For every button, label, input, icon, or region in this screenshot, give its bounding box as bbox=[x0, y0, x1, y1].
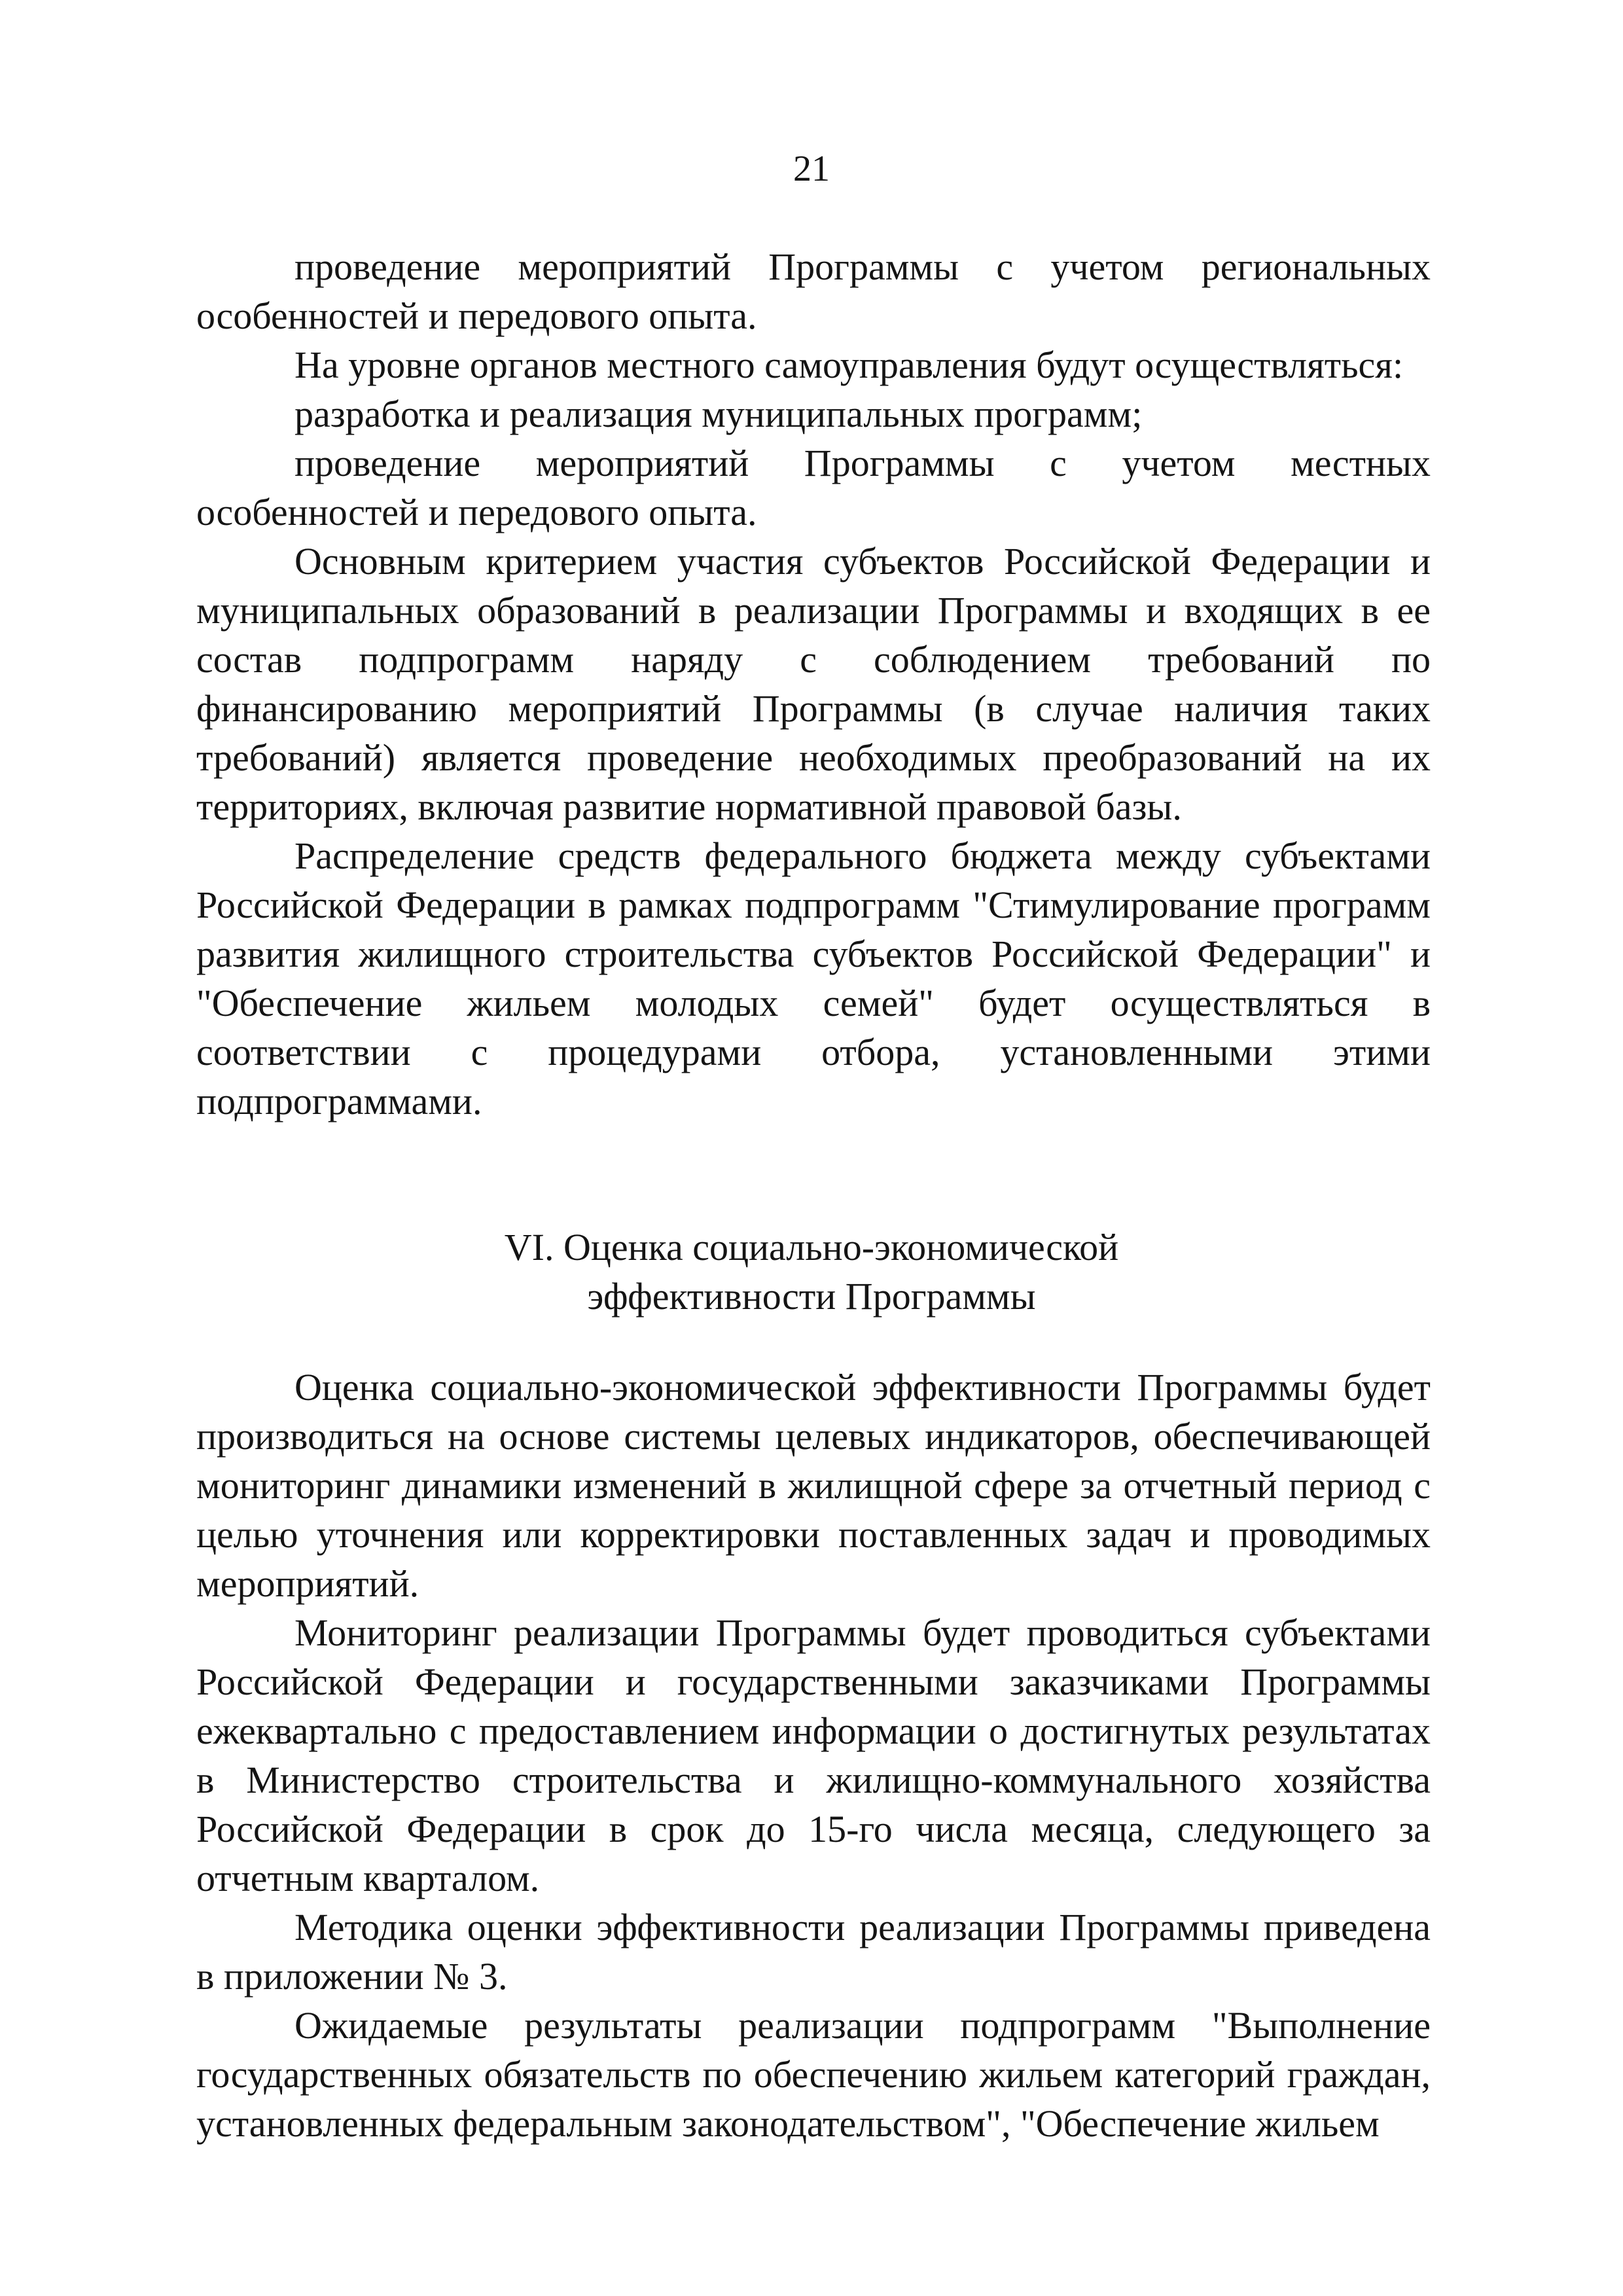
paragraph: проведение мероприятий Программы с учетом региональных особенностей и передового опыта. bbox=[196, 245, 1431, 337]
paragraph: Ожидаемые результаты реализации подпрограмм "Выполнение государственных обязательств по обеспечению жильем категорий граждан, установленных федеральным законодательством", "Обеспечение жильем bbox=[196, 2004, 1431, 2145]
paragraph: Мониторинг реализации Программы будет проводиться субъектами Российской Федерации и государственными заказчиками Программы ежеквартально с предоставлением информации о достигнутых результатах в Министерство строительства и жилищно-коммунального хозяйства Российской Федерации в срок до 15-го числа месяца, следующего за отчетным кварталом. bbox=[196, 1611, 1431, 1899]
paragraph: Методика оценки эффективности реализации Программы приведена в приложении № 3. bbox=[196, 1906, 1431, 1998]
body-text-top bbox=[196, 242, 1431, 1126]
paragraph: Оценка социально-экономической эффективности Программы будет производиться на основе системы целевых индикаторов, обеспечивающей мониторинг динамики изменений в жилищной сфере за отчетный период с целью уточнения или корректировки поставленных задач и проводимых мероприятий. bbox=[196, 1366, 1431, 1605]
paragraph: разработка и реализация муниципальных программ; bbox=[294, 393, 1143, 435]
paragraph: проведение мероприятий Программы с учетом местных особенностей и передового опыта. bbox=[196, 442, 1431, 533]
paragraph: На уровне органов местного самоуправления будут осуществляться: bbox=[294, 344, 1404, 386]
page-number: 21 bbox=[793, 149, 830, 189]
section-heading-line-1: VI. Оценка социально-экономической bbox=[504, 1226, 1119, 1268]
section-heading bbox=[0, 1223, 1623, 1321]
paragraph: Распределение средств федерального бюджета между субъектами Российской Федерации в рамках подпрограмм "Стимулирование программ развития жилищного строительства субъектов Российской Федерации" и "Обеспечение жильем молодых семей" будет осуществляться в соответствии с процедурами отбора, установленными этими подпрограммами. bbox=[196, 834, 1431, 1122]
paragraph: Основным критерием участия субъектов Российской Федерации и муниципальных образований в реализации Программы и входящих в ее состав подпрограмм наряду с соблюдением требований по финансированию мероприятий Программы (в случае наличия таких требований) является проведение необходимых преобразований на их территориях, включая развитие нормативной правовой базы. bbox=[196, 540, 1431, 828]
body-text-bottom bbox=[196, 1363, 1431, 2148]
section-heading-line-2: эффективности Программы bbox=[587, 1275, 1036, 1318]
